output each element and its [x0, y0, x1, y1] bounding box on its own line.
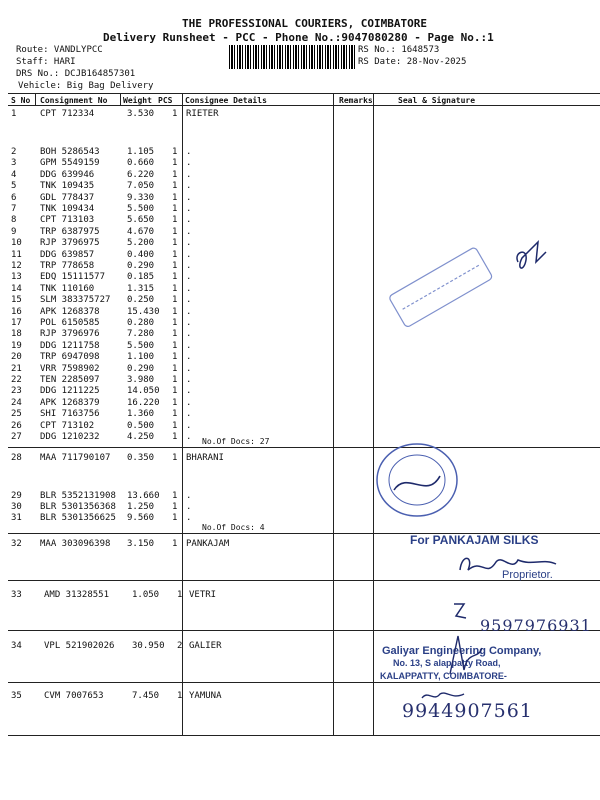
sno: 18 — [11, 329, 22, 340]
docs-count: No.Of Docs: 27 — [202, 437, 270, 446]
handwritten-phone-yamuna: 9944907561 — [402, 700, 533, 722]
consignee: . — [186, 261, 192, 271]
pcs: 1 — [172, 352, 178, 363]
pcs: 1 — [172, 420, 178, 431]
col-consignee: Consignee Details — [185, 96, 267, 105]
sno: 21 — [11, 363, 22, 374]
consignment-no: TRP 6387975 — [40, 226, 100, 237]
proprietor-label: Proprietor. — [502, 569, 553, 581]
consignee: . — [186, 204, 192, 214]
pcs: 1 — [172, 147, 178, 157]
weight: 30.950 — [132, 641, 165, 651]
sno: 3 — [11, 158, 17, 169]
consignee: . — [186, 409, 192, 420]
weight: 0.185 — [127, 272, 155, 283]
consignment-no: TRP 6947098 — [40, 352, 100, 363]
consignee: . — [186, 238, 192, 249]
consignee: . — [186, 181, 192, 192]
pcs: 1 — [172, 204, 178, 214]
weight: 4.250 — [127, 432, 155, 442]
table-bottom-rule — [8, 735, 600, 736]
consignment-no: CVM 7007653 — [44, 691, 104, 701]
weight: 3.980 — [127, 375, 155, 385]
table-row — [0, 109, 600, 120]
weight: 0.400 — [127, 249, 155, 260]
handwritten-phone-vetri: 9597976931 — [480, 616, 592, 635]
sno: 13 — [11, 272, 22, 283]
consignee: . — [186, 432, 192, 442]
consignee: . — [186, 158, 192, 169]
sno: 8 — [11, 215, 17, 226]
pcs: 1 — [172, 539, 178, 549]
consignee: . — [186, 272, 192, 283]
consignee: . — [186, 397, 192, 408]
weight: 7.050 — [127, 181, 155, 192]
group-divider — [8, 682, 600, 683]
consignee: . — [186, 147, 192, 157]
weight: 9.330 — [127, 192, 155, 203]
consignee: . — [186, 169, 192, 180]
consignee: . — [186, 192, 192, 203]
galiyar-stamp-name: Galiyar Engineering Company, — [382, 645, 542, 657]
pcs: 1 — [172, 409, 178, 420]
consignee: . — [186, 329, 192, 340]
pcs: 1 — [172, 283, 178, 294]
table-row — [0, 204, 600, 215]
weight: 5.500 — [127, 340, 155, 351]
sno: 4 — [11, 169, 17, 180]
table-row — [0, 364, 600, 375]
pcs: 1 — [172, 261, 178, 271]
table-row — [0, 386, 600, 397]
pcs: 1 — [172, 158, 178, 169]
consignment-no: GPM 5549159 — [40, 158, 100, 169]
table-row — [0, 181, 600, 192]
sno: 35 — [11, 691, 22, 701]
pcs: 1 — [172, 226, 178, 237]
consignee: PANKAJAM — [186, 539, 230, 549]
consignment-no: BLR 5301356368 — [40, 501, 116, 512]
pcs: 2 — [177, 641, 183, 651]
consignment-no: POL 6150585 — [40, 318, 100, 328]
consignee: . — [186, 226, 192, 237]
col-consignment: Consignment No — [40, 96, 108, 105]
consignment-no: GDL 778437 — [40, 192, 95, 203]
consignee: . — [186, 306, 192, 317]
pankajam-stamp: For PANKAJAM SILKS — [410, 533, 539, 547]
pcs: 1 — [172, 295, 178, 306]
weight: 5.650 — [127, 215, 155, 226]
weight: 0.660 — [127, 158, 155, 169]
weight: 7.450 — [132, 691, 160, 701]
consignment-no: AMD 31328551 — [44, 590, 110, 600]
weight: 0.290 — [127, 261, 155, 271]
rieter-stamp — [380, 240, 500, 340]
weight: 7.280 — [127, 329, 155, 340]
weight: 1.360 — [127, 409, 155, 420]
table-row — [0, 502, 600, 513]
sno: 12 — [11, 261, 22, 271]
weight: 1.250 — [127, 501, 155, 512]
sno: 22 — [11, 375, 22, 385]
consignment-no: VRR 7598902 — [40, 363, 100, 374]
weight: 0.500 — [127, 420, 155, 431]
pcs: 1 — [172, 249, 178, 260]
bharani-stamp — [372, 440, 462, 520]
weight: 1.100 — [127, 352, 155, 363]
consignee: BHARANI — [186, 453, 224, 463]
pcs: 1 — [172, 491, 178, 501]
consignment-no: VPL 521902026 — [44, 641, 115, 651]
consignment-no: DDG 1211758 — [40, 340, 100, 351]
runsheet-subtitle: Delivery Runsheet - PCC - Phone No.:9047080280 - Page No.:1 — [103, 31, 494, 44]
docs-count: No.Of Docs: 4 — [202, 523, 265, 532]
col-pcs: PCS — [158, 96, 173, 105]
weight: 0.290 — [127, 363, 155, 374]
table-row — [0, 147, 600, 158]
company-title: THE PROFESSIONAL COURIERS, COIMBATORE — [182, 17, 428, 30]
consignee: . — [186, 363, 192, 374]
consignment-no: MAA 303096398 — [40, 539, 111, 549]
pcs: 1 — [172, 375, 178, 385]
consignment-no: TNK 110160 — [40, 283, 95, 294]
table-row — [0, 409, 600, 420]
weight: 0.350 — [127, 453, 155, 463]
sno: 16 — [11, 306, 22, 317]
sno: 25 — [11, 409, 22, 420]
col-seal: Seal & Signature — [398, 96, 476, 105]
sno: 27 — [11, 432, 22, 442]
table-row — [0, 491, 600, 502]
consignment-no: CPT 713102 — [40, 420, 95, 431]
consignment-no: APK 1268378 — [40, 306, 100, 317]
pcs: 1 — [172, 272, 178, 283]
weight: 15.430 — [127, 306, 160, 317]
sno: 11 — [11, 249, 22, 260]
pcs: 1 — [172, 453, 178, 463]
weight: 5.500 — [127, 204, 155, 214]
pcs: 1 — [172, 192, 178, 203]
sno: 2 — [11, 147, 17, 157]
sno: 10 — [11, 238, 22, 249]
weight: 9.560 — [127, 512, 155, 523]
barcode — [229, 45, 355, 69]
consignee: . — [186, 352, 192, 363]
weight: 1.315 — [127, 283, 155, 294]
sno: 28 — [11, 453, 22, 463]
table-row — [0, 158, 600, 169]
sno: 20 — [11, 352, 22, 363]
consignee: . — [186, 249, 192, 260]
consignee: . — [186, 340, 192, 351]
consignment-no: SLM 383375727 — [40, 295, 111, 306]
consignment-no: DDG 1211225 — [40, 386, 100, 397]
weight: 0.250 — [127, 295, 155, 306]
consignee: RIETER — [186, 109, 219, 119]
consignment-no: DDG 1210232 — [40, 432, 100, 442]
table-row — [0, 170, 600, 181]
consignee: GALIER — [189, 641, 222, 651]
table-row — [0, 307, 600, 318]
consignee: . — [186, 318, 192, 328]
weight: 1.105 — [127, 147, 155, 157]
weight: 3.150 — [127, 539, 155, 549]
table-row — [0, 453, 600, 464]
signature-rieter — [508, 232, 558, 282]
pcs: 1 — [172, 432, 178, 442]
consignment-no: CPT 712334 — [40, 109, 95, 119]
consignment-no: TRP 778658 — [40, 261, 95, 271]
consignment-no: DDG 639857 — [40, 249, 95, 260]
pcs: 1 — [177, 691, 183, 701]
drs-number: DRS No.: DCJB164857301 — [16, 69, 136, 79]
sno: 7 — [11, 204, 17, 214]
sno: 15 — [11, 295, 22, 306]
table-row — [0, 432, 600, 443]
sno: 17 — [11, 318, 22, 328]
consignment-no: MAA 711790107 — [40, 453, 111, 463]
weight: 5.200 — [127, 238, 155, 249]
sno: 1 — [11, 109, 17, 119]
weight: 14.050 — [127, 386, 160, 397]
sno: 32 — [11, 539, 22, 549]
group-divider — [8, 447, 600, 448]
sno: 9 — [11, 226, 17, 237]
table-row — [0, 341, 600, 352]
consignment-no: TNK 109434 — [40, 204, 95, 214]
galiyar-stamp-address: No. 13, S alappatty Road, — [393, 658, 501, 668]
pcs: 1 — [172, 109, 178, 119]
pcs: 1 — [172, 318, 178, 328]
pcs: 1 — [172, 215, 178, 226]
consignment-no: RJP 3796975 — [40, 238, 100, 249]
sno: 34 — [11, 641, 22, 651]
consignee: . — [186, 420, 192, 431]
rs-number: RS No.: 1648573 — [358, 45, 440, 55]
table-row — [0, 375, 600, 386]
staff: Staff: HARI — [16, 57, 76, 67]
sno: 33 — [11, 590, 22, 600]
consignee: . — [186, 215, 192, 226]
consignee: . — [186, 375, 192, 385]
table-row — [0, 421, 600, 432]
col-weight: Weight — [123, 96, 152, 105]
pcs: 1 — [172, 386, 178, 397]
sno: 6 — [11, 192, 17, 203]
consignee: . — [186, 491, 192, 501]
pcs: 1 — [172, 306, 178, 317]
sno: 31 — [11, 512, 22, 523]
consignment-no: APK 1268379 — [40, 397, 100, 408]
consignee: . — [186, 512, 192, 523]
sno: 29 — [11, 491, 22, 501]
consignment-no: DDG 639946 — [40, 169, 95, 180]
signature-vetri — [450, 600, 470, 622]
pcs: 1 — [172, 238, 178, 249]
galiyar-stamp-city: KALAPPATTY, COIMBATORE- — [380, 671, 507, 681]
table-row — [0, 215, 600, 226]
table-row — [0, 295, 600, 306]
table-row — [0, 284, 600, 295]
weight: 3.530 — [127, 109, 155, 119]
pcs: 1 — [172, 181, 178, 192]
weight: 0.280 — [127, 318, 155, 328]
table-row — [0, 318, 600, 329]
consignment-no: RJP 3796976 — [40, 329, 100, 340]
weight: 16.220 — [127, 397, 160, 408]
consignment-no: TEN 2285097 — [40, 375, 100, 385]
weight: 4.670 — [127, 226, 155, 237]
table-row — [0, 590, 600, 601]
consignee: YAMUNA — [189, 691, 222, 701]
sno: 24 — [11, 397, 22, 408]
pcs: 1 — [172, 169, 178, 180]
col-divider — [35, 93, 36, 106]
sno: 23 — [11, 386, 22, 397]
consignment-no: BLR 5352131908 — [40, 491, 116, 501]
consignee: . — [186, 501, 192, 512]
sno: 26 — [11, 420, 22, 431]
table-row — [0, 513, 600, 524]
sno: 14 — [11, 283, 22, 294]
table-row — [0, 352, 600, 363]
header-bottom-rule — [8, 105, 600, 106]
consignment-no: BOH 5286543 — [40, 147, 100, 157]
weight: 6.220 — [127, 169, 155, 180]
table-row — [0, 329, 600, 340]
vehicle: Vehicle: Big Bag Delivery — [18, 81, 154, 91]
col-remarks: Remarks — [339, 96, 373, 105]
col-sno: S No — [11, 96, 31, 105]
sno: 30 — [11, 501, 22, 512]
consignee: VETRI — [189, 590, 217, 600]
pcs: 1 — [172, 501, 178, 512]
weight: 1.050 — [132, 590, 160, 600]
table-row — [0, 398, 600, 409]
consignee: . — [186, 283, 192, 294]
sno: 5 — [11, 181, 17, 192]
pcs: 1 — [172, 340, 178, 351]
consignment-no: SHI 7163756 — [40, 409, 100, 420]
col-divider — [120, 93, 121, 106]
rs-date: RS Date: 28-Nov-2025 — [358, 57, 467, 67]
sno: 19 — [11, 340, 22, 351]
pcs: 1 — [172, 329, 178, 340]
route: Route: VANDLYPCC — [16, 45, 103, 55]
consignment-no: BLR 5301356625 — [40, 512, 116, 523]
consignee: . — [186, 386, 192, 397]
pcs: 1 — [172, 512, 178, 523]
table-row — [0, 193, 600, 204]
consignment-no: CPT 713103 — [40, 215, 95, 226]
pcs: 1 — [172, 397, 178, 408]
table-top-rule — [8, 93, 600, 94]
pcs: 1 — [177, 590, 183, 600]
consignment-no: TNK 109435 — [40, 181, 95, 192]
pcs: 1 — [172, 363, 178, 374]
signature-galiyar — [430, 630, 490, 680]
consignment-no: EDQ 15111577 — [40, 272, 106, 283]
consignee: . — [186, 295, 192, 306]
weight: 13.660 — [127, 491, 160, 501]
